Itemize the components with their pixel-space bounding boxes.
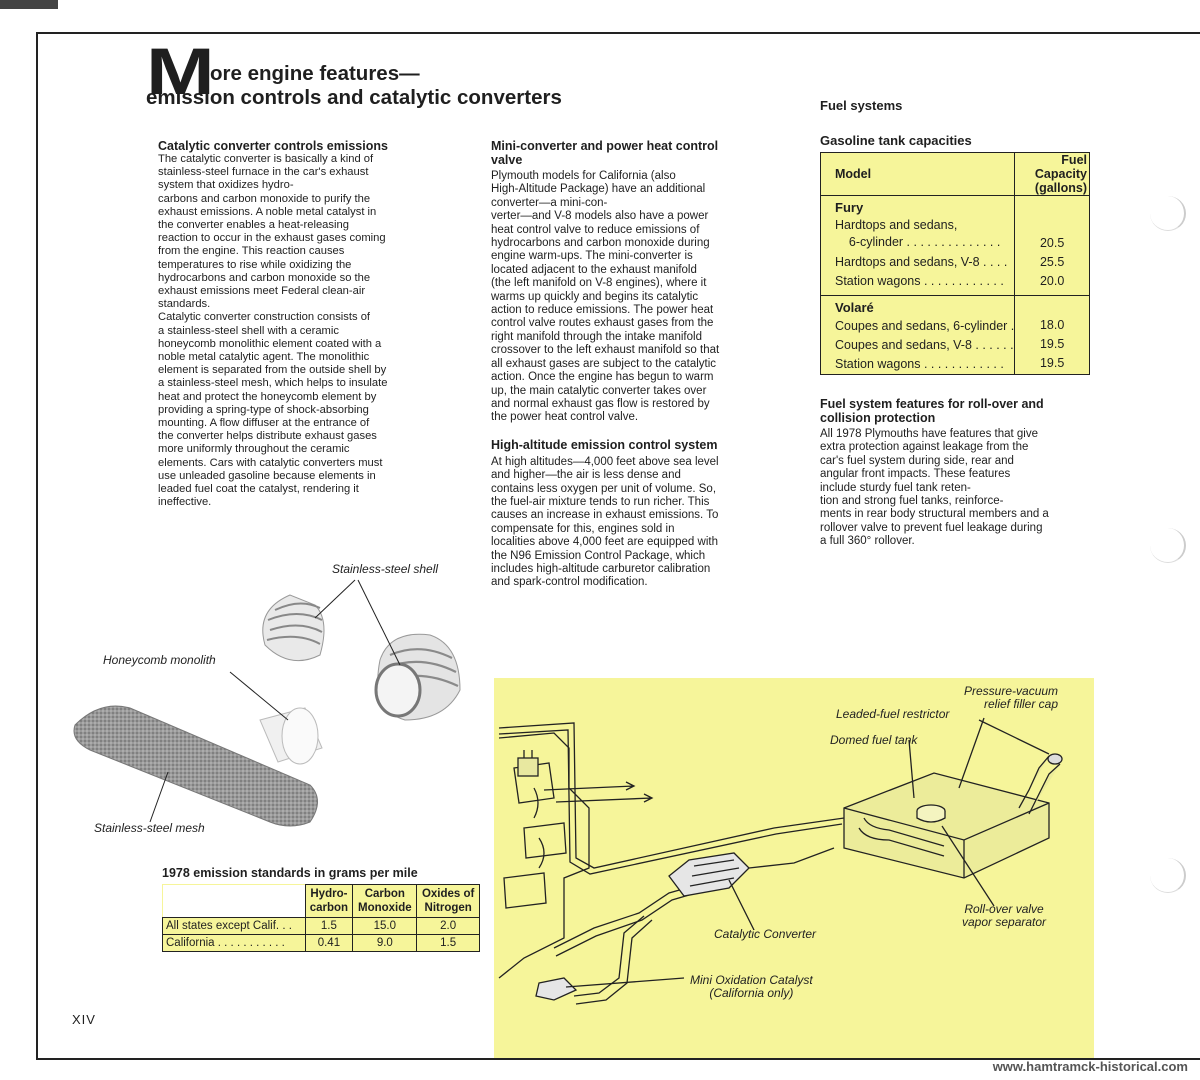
shell-leader-line <box>358 580 400 665</box>
tank-capacity-table <box>820 152 1090 375</box>
model-cell: Hardtops and sedans, 6-cylinder . . . . . . . . . . . . . . <box>835 218 1001 249</box>
row-label: California . . . . . . . . . . . <box>163 935 306 952</box>
domed-fuel-tank <box>844 773 1049 878</box>
table-cell: 9.0 <box>353 935 417 952</box>
catalytic-converter <box>669 853 749 896</box>
empty-header-cell <box>163 885 306 918</box>
title-line-1: ore engine features— <box>210 62 420 85</box>
honeycomb-monolith <box>260 708 322 764</box>
filler-cap <box>1048 754 1062 764</box>
fuel-system-features-section <box>820 397 1100 549</box>
binder-hole-top <box>1150 196 1186 231</box>
mini-catalyst-label: Mini Oxidation Catalyst (California only) <box>690 973 813 1000</box>
section-body: The catalytic converter is basically a kind of stainless-steel furnace in the car's exhaust system that oxidizes hydro- carbons and carbon monoxide to purify the exhaust emissions. A noble metal catalyst in the converter enables a heat-releasing reaction to occur in the exhaust gases coming from the engine. This reaction causes temperatures to rise while oxidizing the hydrocarbons and carbon monoxide so the exhaust emissions meet Federal clean-air standards. Catalytic converter construction consists of a stainless-steel shell with a ceramic honeycomb monolithic element coated with a noble metal catalytic agent. The monolithic element is separated from the outside shell by a stainless-steel mesh, which helps to insulate heat and protect the honeycomb element by providing a spring-type of shock-absorbing mounting. A flow diffuser at the entrance of the converter helps distribute exhaust gases more uniformly throughout the ceramic elements. Cars with catalytic converters must use unleaded gasoline because elements in leaded fuel coat the catalyst, rendering it ineffective. <box>158 153 388 509</box>
honeycomb-leader-line <box>230 672 288 720</box>
capacity-value: 19.5 <box>1039 356 1065 370</box>
model-cell: Station wagons . . . . . . . . . . . . <box>835 274 1004 288</box>
capacity-value: 25.5 <box>1039 255 1065 269</box>
shell-half-lower <box>376 634 460 720</box>
table-cell: 1.5 <box>305 918 353 935</box>
corner-mark <box>0 0 58 9</box>
model-cell: Station wagons . . . . . . . . . . . . <box>835 357 1004 371</box>
section-heading: Mini-converter and power heat control valve <box>491 139 719 167</box>
model-cell: Coupes and sedans, 6-cylinder . <box>835 319 1015 333</box>
category-label: Fury <box>835 200 864 215</box>
catalytic-converter-section <box>158 139 430 509</box>
section-heading: Catalytic converter controls emissions <box>158 139 388 153</box>
leader-line <box>566 978 684 987</box>
fuel-system-diagram <box>494 678 1094 1058</box>
column-header: Oxides of Nitrogen <box>417 885 480 918</box>
table-cell: 15.0 <box>353 918 417 935</box>
title-line-2: emission controls and catalytic converters <box>146 86 562 109</box>
mesh-leader-line <box>150 772 168 822</box>
row-label: All states except Calif. . . <box>163 918 306 935</box>
model-cell: Hardtops and sedans, V-8 . . . . <box>835 255 1008 269</box>
section-body: Plymouth models for California (also High-Altitude Package) have an additional converter—a mini-con- verter—and V-8 models also have a power heat control valve to reduce emissions of hydrocarbons and carbon monoxide during engine warm-ups. The mini-converter is located adjacent to the exhaust manifold (the left manifold on V-8 engines), where it warms up quickly and begins its catalytic action to reduce emissions. The power heat control valve routes exhaust gases from the right manifold through the intake manifold crossover to the left exhaust manifold so that all exhaust gases are subject to the catalytic action. Once the engine has begun to warm up, the main catalytic converter takes over and normal exhaust gas flow is restored by the power heat control valve. <box>491 170 720 424</box>
footer-url: www.hamtramck-historical.com <box>992 1059 1188 1074</box>
restrictor-label: Leaded-fuel restrictor <box>836 707 950 721</box>
section-heading: High-altitude emission control system <box>491 437 718 452</box>
capacity-value: 18.0 <box>1039 318 1065 332</box>
section-body: At high altitudes—4,000 feet above sea level and higher—the air is less dense and contains less oxygen per unit of volume. So, the fuel-air mixture tends to run richer. This causes an increase in exhaust emissions. To compensate for this, engines sold in localities above 4,000 feet are equipped with the N96 Emission Control Package, which includes high-altitude carburetor calibration and spark-control modification. <box>491 455 719 589</box>
shell-caption: Stainless-steel shell <box>332 562 439 576</box>
shell-half-upper <box>263 595 324 661</box>
column-header: Hydro- carbon <box>305 885 353 918</box>
shell-leader-line <box>315 580 355 618</box>
capacity-value: 20.5 <box>1039 236 1065 250</box>
leader-line <box>959 718 984 788</box>
binder-hole-middle <box>1150 528 1186 563</box>
leader-line <box>729 880 754 930</box>
fuel-line <box>499 723 854 868</box>
table-row <box>163 935 480 952</box>
rollover-valve-label: Roll-over valve vapor separator <box>962 902 1047 929</box>
mesh-caption: Stainless-steel mesh <box>94 821 205 835</box>
converter-parts-illustration <box>60 560 480 860</box>
leader-line <box>979 720 1049 754</box>
category-label: Volaré <box>835 300 874 315</box>
section-body: All 1978 Plymouths have features that give extra protection against leakage from the car's fuel system during side, rear and angular front impacts. These features include sturdy fuel tank reten- tion and strong fuel tanks, reinforce- ments in rear body structural members and a rollover valve to prevent fuel leakage during a full 360° rollover. <box>820 428 1049 548</box>
pressure-cap-label: Pressure-vacuum relief filler cap <box>964 684 1059 711</box>
table-cell: 2.0 <box>417 918 480 935</box>
capacity-value: 20.0 <box>1039 274 1065 288</box>
table-cell: 0.41 <box>305 935 353 952</box>
mini-oxidation-catalyst <box>536 978 576 1000</box>
domed-tank-label: Domed fuel tank <box>830 733 918 747</box>
binder-hole-bottom <box>1150 858 1186 893</box>
section-heading: Fuel system features for roll-over and collision protection <box>820 397 1044 425</box>
mini-converter-section <box>491 139 773 590</box>
column-header: Carbon Monoxide <box>353 885 417 918</box>
tank-capacity-title: Gasoline tank capacities <box>820 133 972 148</box>
capacity-header: Fuel Capacity (gallons) <box>1015 153 1090 196</box>
page-number: XIV <box>72 1012 96 1027</box>
honeycomb-caption: Honeycomb monolith <box>103 653 216 667</box>
title-initial: M <box>146 34 213 108</box>
catalytic-converter-label: Catalytic Converter <box>714 927 817 941</box>
emission-standards-table <box>162 884 480 952</box>
table-row <box>163 918 480 935</box>
model-cell: Coupes and sedans, V-8 . . . . . . <box>835 338 1014 352</box>
fuel-systems-heading: Fuel systems <box>820 98 903 113</box>
volare-group <box>821 296 1090 375</box>
fury-group <box>821 196 1090 296</box>
emission-table-title: 1978 emission standards in grams per mile <box>162 866 418 880</box>
table-cell: 1.5 <box>417 935 480 952</box>
model-header: Model <box>821 153 1015 196</box>
fuel-line <box>499 730 842 874</box>
capacity-value: 19.5 <box>1039 337 1065 351</box>
vapor-canister <box>518 758 538 776</box>
